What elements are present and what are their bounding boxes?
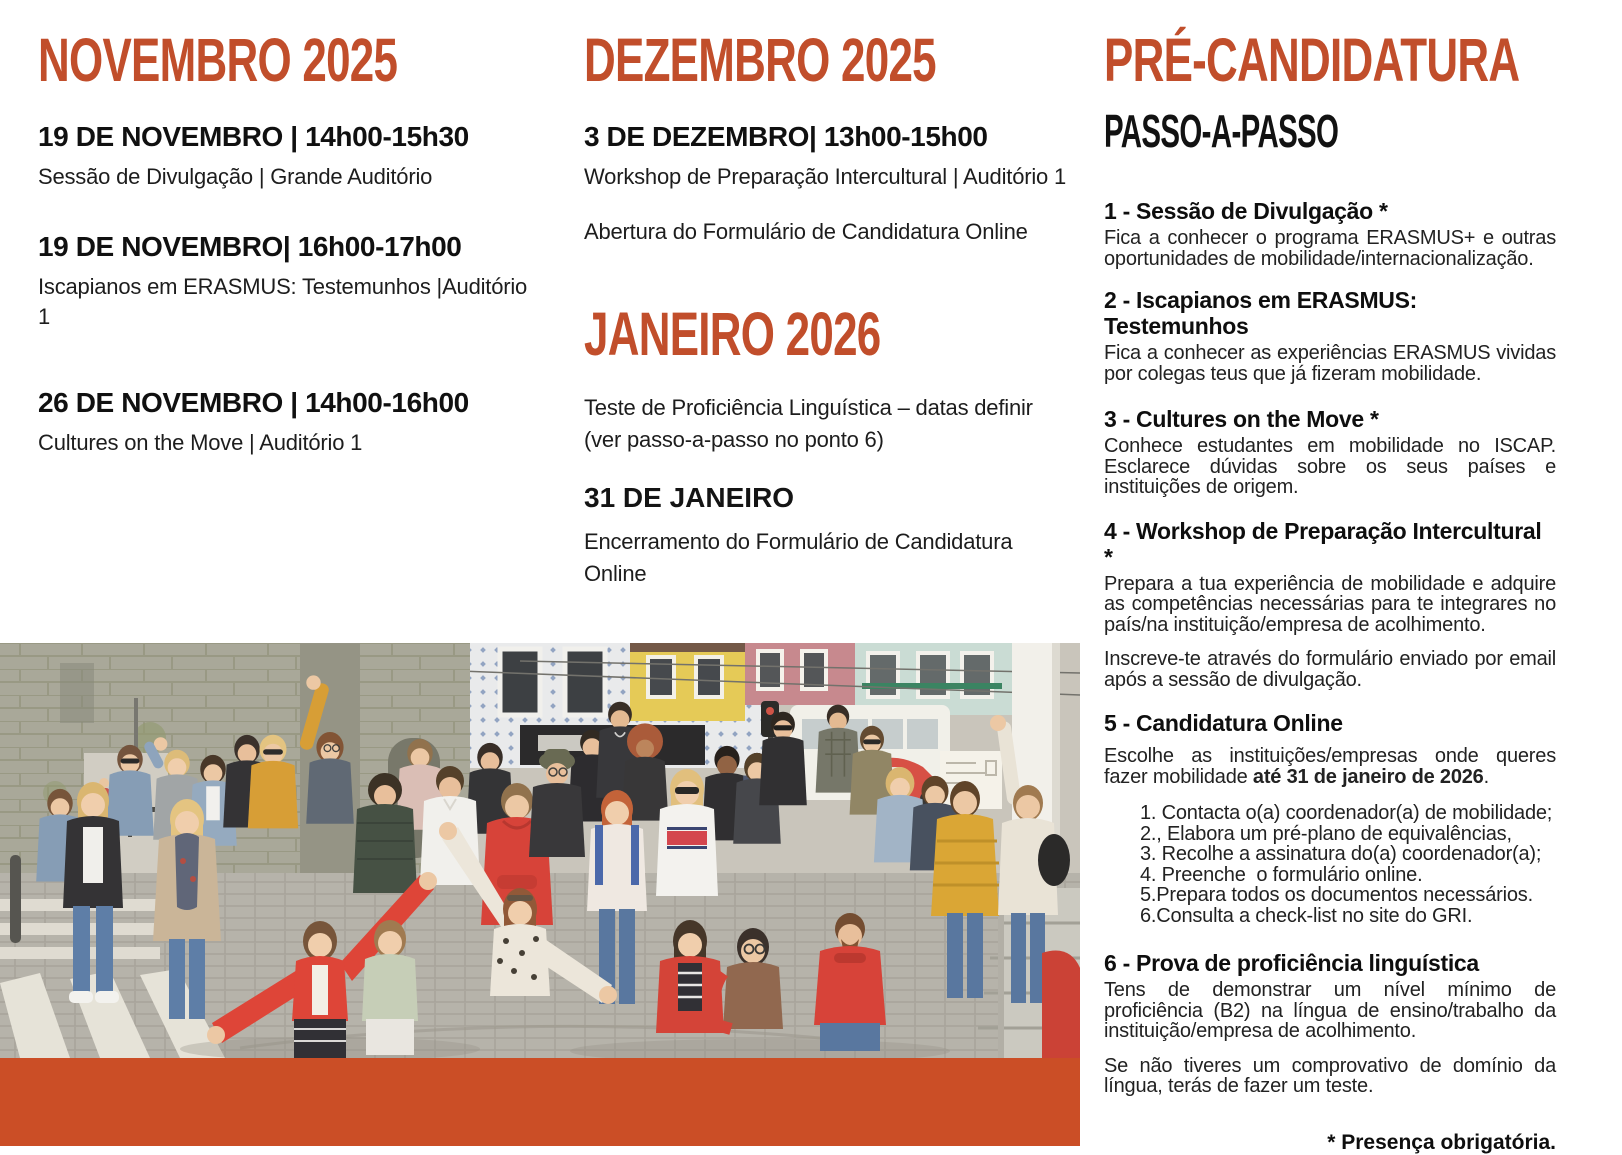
step-body: Escolhe as instituições/empresas onde queres fazer mobilidade até 31 de janeiro de 2026. [1104, 745, 1556, 788]
checklist-item: 3. Recolhe a assinatura do(a) coordenador(a); [1140, 843, 1542, 865]
step-body2: Inscreve-te através do formulário enviado por email após a sessão de divulgação. [1104, 648, 1556, 691]
checklist-item: 2., Elabora um pré-plano de equivalências, [1140, 822, 1512, 845]
january-line: (ver passo-a-passo no ponto 6) [584, 427, 884, 452]
step-body: Tens de demonstrar um nível mínimo de proficiência (B2) na língua de ensino/trabalho da instituição/empresa de acolhimento. [1104, 979, 1556, 1042]
event-item [584, 120, 1067, 192]
step-body2: Se não tiveres um comprovativo de domínio da língua, terás de fazer um teste. [1104, 1054, 1556, 1097]
step-heading: 1 - Sessão de Divulgação * [1104, 198, 1388, 224]
november-column [38, 26, 543, 458]
step-3 [1104, 406, 1556, 498]
december-extra-line: Abertura do Formulário de Candidatura Online [584, 219, 1028, 244]
january-title: JANEIRO 2026 [584, 300, 881, 368]
event-detail: Sessão de Divulgação | Grande Auditório [38, 164, 433, 189]
step-heading: 5 - Candidatura Online [1104, 710, 1343, 736]
event-detail: Workshop de Preparação Intercultural | Auditório 1 [584, 164, 1067, 189]
november-title: NOVEMBRO 2025 [38, 26, 398, 94]
step-body: Fica a conhecer o programa ERASMUS+ e outras oportunidades de mobilidade/internacionalização. [1104, 227, 1556, 270]
step-1 [1104, 198, 1556, 269]
step-body: Prepara a tua experiência de mobilidade e adquire as competências necessárias para te integrares no país/na instituição/empresa de acolhimento. [1104, 572, 1556, 636]
step-heading: 4 - Workshop de Preparação Intercultural * [1104, 517, 1542, 570]
january-closing-line: Encerramento do Formulário de Candidatura Online [584, 529, 1013, 586]
checklist-item: 6.Consulta a check-list no site do GRI. [1140, 904, 1473, 927]
event-detail: Cultures on the Move | Auditório 1 [38, 430, 363, 455]
january-date-heading: 31 DE JANEIRO [584, 482, 795, 513]
precandidatura-title: PRÉ-CANDIDATURA [1104, 26, 1520, 94]
footer-bar [0, 1058, 1080, 1146]
event-datetime: 19 DE NOVEMBRO | 14h00-15h30 [38, 121, 469, 152]
step-body: Fica a conhecer as experiências ERASMUS vividas por colegas teus que já fizeram mobilidade. [1104, 342, 1556, 385]
step-5 [1104, 710, 1556, 926]
checklist-item: 4. Preenche o formulário online. [1140, 863, 1423, 886]
precandidatura-column [1104, 26, 1556, 1155]
event-item [38, 120, 543, 192]
deadline-bold: até 31 de janeiro de 2026 [1252, 765, 1484, 788]
mandatory-presence-footnote: * Presença obrigatória. [1327, 1130, 1556, 1154]
event-datetime: 3 DE DEZEMBRO| 13h00-15h00 [584, 121, 988, 152]
december-january-column [584, 26, 1067, 590]
event-item [38, 230, 543, 332]
step-heading: 6 - Prova de proficiência linguística [1104, 950, 1479, 976]
application-checklist [1104, 803, 1556, 926]
december-title: DEZEMBRO 2025 [584, 26, 936, 94]
step-4 [1104, 518, 1556, 691]
checklist-item: 5.Prepara todos os documentos necessários. [1140, 884, 1533, 906]
step-heading: 2 - Iscapianos em ERASMUS: Testemunhos [1104, 287, 1418, 339]
event-datetime: 19 DE NOVEMBRO| 16h00-17h00 [38, 231, 462, 262]
event-datetime: 26 DE NOVEMBRO | 14h00-16h00 [38, 387, 469, 418]
event-detail: Iscapianos em ERASMUS: Testemunhos |Auditório 1 [38, 274, 528, 329]
step-body: Conhece estudantes em mobilidade no ISCAP. Esclarece dúvidas sobre os seus países e instituições de origem. [1104, 435, 1556, 498]
step-heading: 3 - Cultures on the Move * [1104, 406, 1379, 432]
checklist-item: 1. Contacta o(a) coordenador(a) de mobilidade; [1140, 802, 1553, 824]
passo-a-passo-subtitle: PASSO-A-PASSO [1104, 105, 1339, 157]
event-item [38, 386, 543, 458]
step-6 [1104, 950, 1556, 1097]
january-line: Teste de Proficiência Linguística – datas definir [584, 395, 1033, 420]
group-photo [0, 643, 1080, 1058]
step-2 [1104, 287, 1556, 384]
